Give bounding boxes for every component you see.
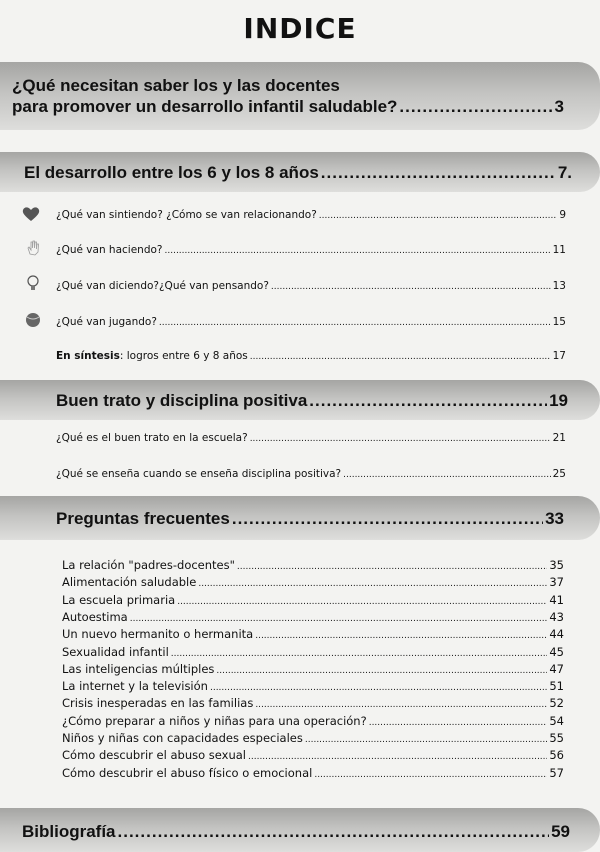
dot-leader: [171, 645, 548, 659]
toc-item-label: La escuela primaria: [62, 592, 176, 607]
toc-item-label: Autoestima: [62, 609, 128, 624]
toc-entry-faq[interactable]: [62, 679, 564, 693]
section-4-page: 33: [545, 509, 564, 528]
section-1-title-line2: para promover un desarrollo infantil saludable?: [12, 97, 398, 116]
dot-leader: [216, 662, 547, 676]
toc-item-page: 13: [552, 280, 566, 292]
section-band-1: [0, 62, 600, 130]
toc-entry-faq[interactable]: [62, 593, 564, 607]
toc-item-label: ¿Qué van haciendo?: [56, 244, 163, 256]
toc-entry-section-1[interactable]: [12, 97, 564, 117]
dot-leader: [343, 468, 551, 480]
toc-item-page: 25: [552, 468, 566, 480]
toc-entry-faq[interactable]: [62, 766, 564, 780]
toc-entry-faq[interactable]: [62, 731, 564, 745]
toc-item-label: La relación "padres-docentes": [62, 558, 235, 572]
toc-entry-section-3[interactable]: [56, 391, 568, 411]
toc-item-page: 55: [549, 731, 564, 745]
dot-leader: [237, 558, 547, 572]
toc-entry-item[interactable]: [56, 432, 566, 444]
section-3-title: Buen trato y disciplina positiva: [56, 391, 308, 410]
dot-leader: [177, 593, 547, 607]
toc-entry-item[interactable]: [56, 316, 566, 328]
toc-item-label: Cómo descubrir el abuso sexual: [62, 748, 246, 763]
toc-item-page: 44: [549, 627, 564, 642]
toc-item-page: 43: [549, 609, 564, 624]
toc-entry-faq[interactable]: [62, 662, 564, 676]
ball-icon: [24, 312, 42, 328]
toc-entry-faq[interactable]: [62, 714, 564, 728]
toc-item-page: 37: [549, 575, 564, 590]
toc-item-label: ¿Qué van diciendo?¿Qué van pensando?: [56, 280, 269, 292]
toc-item-page: 52: [549, 696, 564, 711]
toc-item-label: Un nuevo hermanito o hermanita: [62, 627, 254, 642]
dot-leader: [255, 696, 547, 710]
section-1-title-line1: ¿Qué necesitan saber los y las docentes: [12, 76, 340, 95]
toc-item-page: 47: [549, 661, 564, 676]
toc-entry-faq[interactable]: [62, 627, 564, 641]
toc-item-page: 51: [549, 679, 564, 694]
dot-leader: [305, 731, 547, 745]
toc-entry-section-4[interactable]: [56, 509, 564, 529]
toc-item-label: Alimentación saludable: [62, 575, 197, 590]
dot-leader: [319, 209, 558, 221]
toc-item-label: ¿Qué van sintiendo? ¿Cómo se van relacionando?: [56, 209, 317, 221]
toc-entry-faq[interactable]: [62, 748, 564, 762]
dot-leader: [248, 748, 547, 762]
toc-item-page: 54: [549, 713, 564, 728]
toc-item-label: [56, 350, 248, 362]
section-2-title: El desarrollo entre los 6 y los 8 años: [24, 163, 319, 182]
toc-item-label: Niños y niñas con capacidades especiales: [62, 731, 303, 745]
toc-item-label: Cómo descubrir el abuso físico o emocional: [62, 765, 313, 780]
dot-leader: [309, 391, 547, 411]
toc-item-page: 41: [549, 592, 564, 607]
section-5-page: 59: [551, 822, 570, 841]
toc-entry-faq[interactable]: [62, 575, 564, 589]
toc-entry-item[interactable]: [56, 209, 566, 221]
toc-item-label: La internet y la televisión: [62, 679, 208, 694]
section-1-page: 3: [554, 97, 564, 116]
dot-leader: [369, 714, 548, 728]
toc-item-page: 9: [559, 209, 566, 221]
dot-leader: [314, 766, 547, 780]
section-2-page: 7.: [557, 163, 572, 182]
dot-leader: [118, 822, 550, 842]
toc-entry-item[interactable]: [56, 280, 566, 292]
toc-item-label: Las inteligencias múltiples: [62, 661, 215, 676]
toc-entry-section-5[interactable]: [22, 822, 570, 842]
dot-leader: [399, 97, 552, 117]
section-4-title: Preguntas frecuentes: [56, 509, 230, 528]
dot-leader: [130, 610, 548, 624]
lightbulb-icon: [24, 275, 42, 291]
toc-item-page: 15: [552, 316, 566, 328]
dot-leader: [232, 509, 543, 529]
toc-entry-faq[interactable]: [62, 696, 564, 710]
dot-leader: [165, 244, 551, 256]
dot-leader: [271, 280, 551, 292]
toc-item-page: 56: [549, 748, 564, 763]
toc-entry-item[interactable]: [56, 244, 566, 256]
toc-entry-item[interactable]: [56, 468, 566, 480]
toc-entry-section-2[interactable]: [24, 163, 572, 183]
toc-item-label: Sexualidad infantil: [62, 644, 169, 659]
hand-icon: [24, 240, 42, 256]
toc-item-label: ¿Cómo preparar a niños y niñas para una operación?: [62, 713, 367, 728]
dot-leader: [250, 350, 551, 362]
dot-leader: [321, 163, 556, 183]
toc-item-label: Crisis inesperadas en las familias: [62, 696, 254, 711]
synthesis-bold: En síntesis: [56, 350, 120, 362]
page-title: INDICE: [243, 12, 357, 45]
heart-icon: [22, 206, 40, 222]
section-3-page: 19: [549, 391, 568, 410]
toc-item-page: 57: [549, 765, 564, 780]
toc-item-label: ¿Qué se enseña cuando se enseña disciplina positiva?: [56, 468, 342, 480]
toc-entry-faq[interactable]: [62, 558, 564, 572]
dot-leader: [255, 627, 547, 641]
toc-item-page: 45: [549, 644, 564, 659]
toc-entry-faq[interactable]: [62, 610, 564, 624]
toc-item-page: 11: [552, 244, 566, 256]
dot-leader: [250, 432, 551, 444]
dot-leader: [198, 575, 547, 589]
toc-item-page: 21: [552, 432, 566, 444]
toc-item-label: ¿Qué van jugando?: [56, 316, 157, 328]
section-5-title: Bibliografía: [22, 822, 116, 841]
toc-entry-synthesis[interactable]: [56, 350, 566, 362]
toc-item-label: ¿Qué es el buen trato en la escuela?: [56, 432, 248, 444]
dot-leader: [159, 316, 551, 328]
dot-leader: [210, 679, 547, 693]
synthesis-rest: : logros entre 6 y 8 años: [119, 350, 248, 362]
toc-entry-faq[interactable]: [62, 645, 564, 659]
toc-item-page: 35: [549, 558, 564, 572]
toc-item-page: 17: [552, 350, 566, 362]
